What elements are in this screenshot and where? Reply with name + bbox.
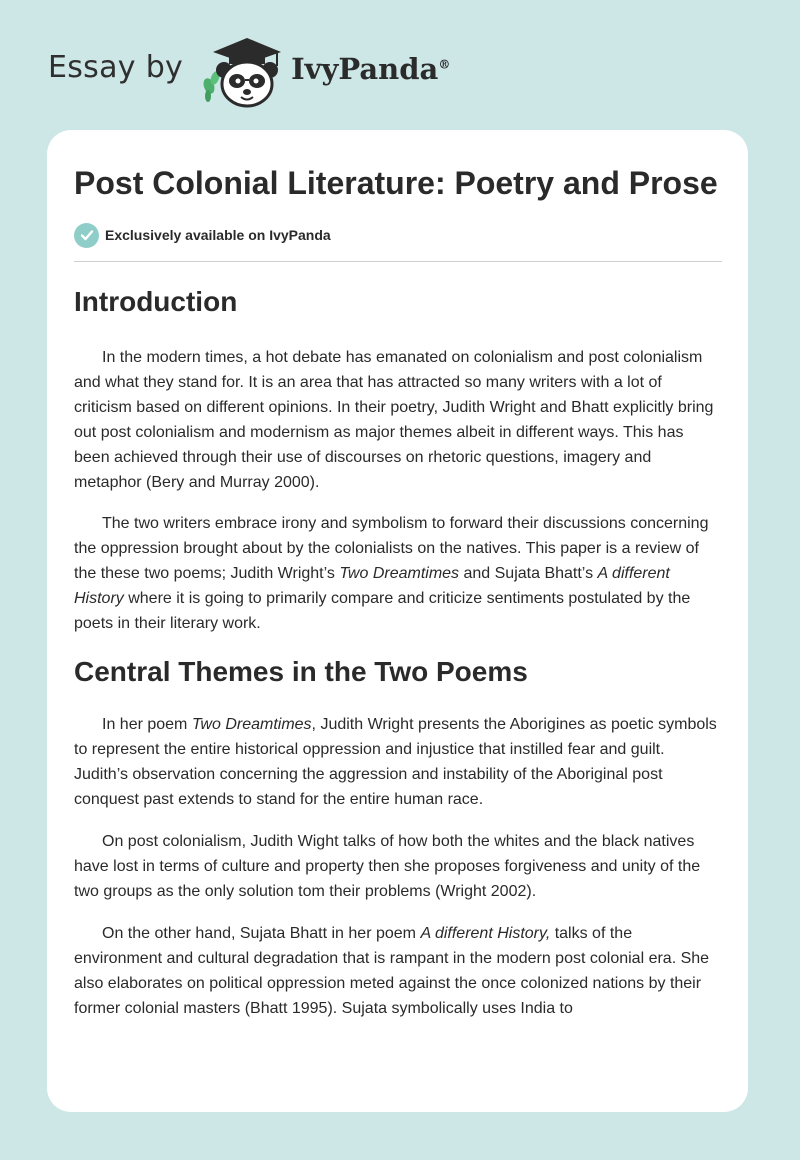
paragraph-text: where it is going to primarily compare and criticize sentiments postulated by the poets in their literary work. [74, 590, 691, 632]
paragraph-text: , Judith Wright presents the Aborigines as poetic symbols to represent the entire historical oppression and injustice that instilled fear and guilt. Judith’s observation concerning the aggression and instability of the Aboriginal post conquest past extends to stand for the entire human race. [74, 716, 717, 808]
paragraph: On post colonialism, Judith Wight talks of how both the whites and the black natives have lost in terms of culture and property then she proposes forgiveness and unity of the two groups as the only solution tom their problems (Wright 2002). [74, 833, 701, 900]
paragraph-text: On the other hand, Sujata Bhatt in her poem [102, 925, 421, 942]
site-header [48, 34, 450, 110]
poem-title: Two Dreamtimes [191, 716, 312, 733]
poem-title: Two Dreamtimes [339, 565, 460, 582]
exclusive-badge [74, 222, 722, 248]
panda-logo-icon[interactable] [199, 34, 285, 110]
poem-title: A different History, [420, 925, 551, 942]
check-icon [74, 223, 99, 248]
section-heading-central-themes: Central Themes in the Two Poems [74, 656, 528, 687]
brand-name[interactable] [291, 52, 450, 86]
divider [74, 261, 722, 262]
paragraph-text: The two writers embrace irony and symbolism to forward their discussions concerning the oppression brought about by the colonialists on the natives. This paper is a review of the these two poems; Judith Wright’s [74, 515, 709, 582]
paragraph-text: and Sujata Bhatt’s [459, 565, 598, 582]
article-title: Post Colonial Literature: Poetry and Prose [74, 165, 718, 201]
essay-by-label: Essay by [48, 49, 184, 85]
paragraph-text: In her poem [102, 716, 192, 733]
registered-mark: ® [438, 57, 451, 72]
paragraph-text: talks of the environment and cultural degradation that is rampant in the modern post colonial era. She also elaborates on political oppression meted against the once colonized nations by their former colonial masters (Bhatt 1995). Sujata symbolically uses India to [74, 925, 710, 1017]
paragraph [74, 712, 722, 812]
poem-title: A different History [74, 565, 670, 607]
section-heading-introduction: Introduction [74, 286, 238, 317]
badge-label: Exclusively available on IvyPanda [105, 227, 331, 243]
article-body [74, 162, 722, 1021]
brand-text: IvyPanda [291, 52, 439, 86]
article-card [47, 130, 748, 1112]
paragraph [74, 511, 722, 636]
paragraph [74, 921, 722, 1021]
paragraph: In the modern times, a hot debate has emanated on colonialism and post colonialism and what they stand for. It is an area that has attracted so many writers with a lot of criticism based on different opinions. In their poetry, Judith Wright and Bhatt explicitly bring out post colonialism and modernism as major themes albeit in different ways. This has been achieved through their use of discourses on rhetoric questions, imagery and metaphor (Bery and Murray 2000). [74, 349, 714, 491]
